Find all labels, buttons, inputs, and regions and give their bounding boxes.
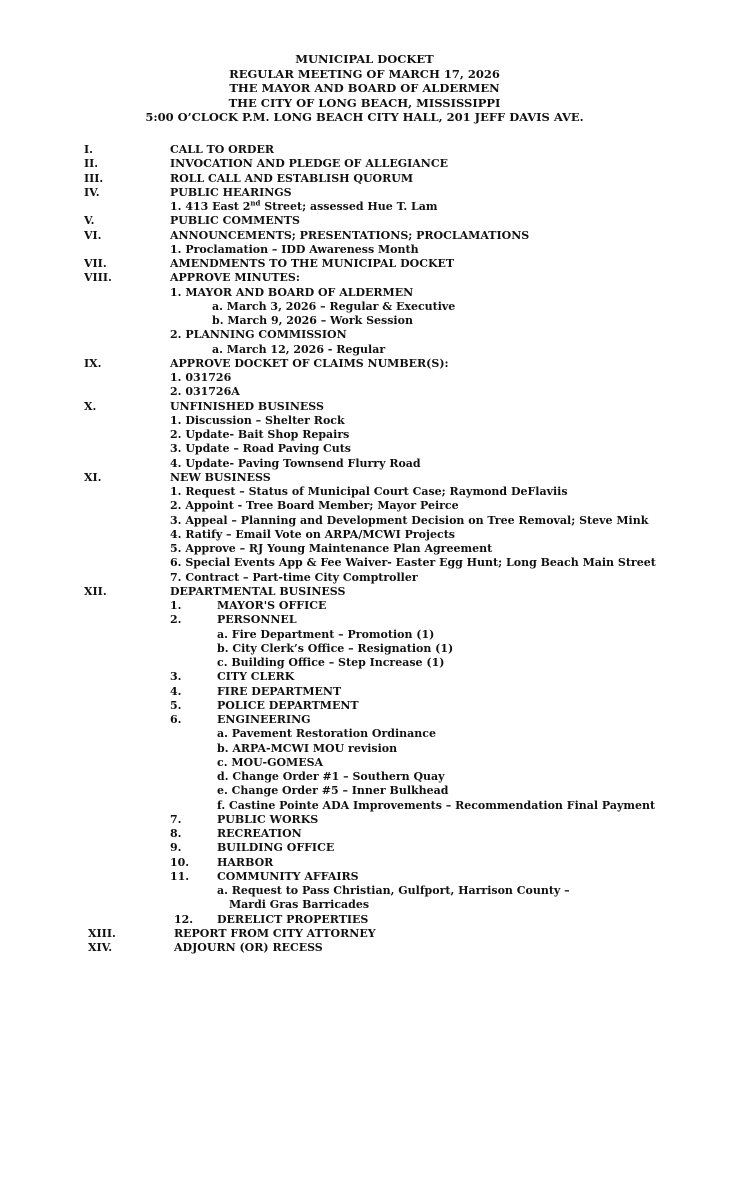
department-label: MAYOR'S OFFICE	[217, 599, 327, 612]
department-number: 7.	[170, 812, 182, 826]
sub-item	[0, 784, 729, 798]
engineering-item: e. Change Order #5 – Inner Bulkhead	[217, 784, 449, 798]
sub-item	[0, 756, 729, 770]
agenda-number: VII.	[84, 257, 107, 270]
department-item	[0, 613, 729, 627]
unfinished-item: 2. Update- Bait Shop Repairs	[170, 428, 350, 441]
meeting-date: REGULAR MEETING OF MARCH 17, 2026	[229, 66, 500, 81]
sub-item	[0, 414, 729, 428]
department-label: ENGINEERING	[217, 713, 311, 726]
department-number: 12.	[174, 912, 194, 926]
department-label: POLICE DEPARTMENT	[217, 698, 359, 712]
agenda-label: AMENDMENTS TO THE MUNICIPAL DOCKET	[170, 257, 455, 270]
new-business-item: 2. Appoint - Tree Board Member; Mayor Peirce	[170, 499, 459, 513]
agenda-item-ii	[0, 157, 729, 171]
agenda-label: ANNOUNCEMENTS; PRESENTATIONS; PROCLAMATIONS	[170, 228, 530, 242]
sub-item	[0, 371, 729, 385]
sub-item	[0, 343, 729, 357]
sub-item	[0, 200, 729, 214]
engineering-item: b. ARPA-MCWI MOU revision	[217, 741, 398, 755]
agenda-number: VI.	[84, 228, 102, 242]
agenda-item-viii	[0, 271, 729, 285]
unfinished-item: 1. Discussion – Shelter Rock	[170, 413, 345, 427]
sub-item	[0, 571, 729, 585]
agenda-number: I.	[84, 143, 93, 156]
department-number: 3.	[170, 670, 182, 684]
department-item	[0, 713, 729, 727]
department-item	[0, 813, 729, 827]
sub-item	[0, 442, 729, 456]
new-business-item: 1. Request – Status of Municipal Court Case; Raymond DeFlaviis	[170, 485, 568, 498]
sub-item	[0, 328, 729, 342]
agenda-label: PUBLIC COMMENTS	[170, 214, 300, 228]
department-label: BUILDING OFFICE	[217, 841, 335, 855]
sub-item	[0, 642, 729, 656]
agenda-number: XII.	[84, 584, 107, 598]
agenda-label: REPORT FROM CITY ATTORNEY	[174, 926, 376, 940]
personnel-item: b. City Clerk’s Office – Resignation (1)	[217, 641, 454, 655]
minutes-entry: a. March 12, 2026 - Regular	[212, 342, 386, 356]
sub-item	[0, 770, 729, 784]
department-number: 10.	[170, 855, 190, 869]
department-item	[0, 913, 729, 927]
department-item	[0, 670, 729, 684]
new-business-item: 7. Contract – Part-time City Comptroller	[170, 570, 418, 584]
agenda-item-ix	[0, 357, 729, 371]
department-item	[0, 856, 729, 870]
department-label: CITY CLERK	[217, 670, 295, 684]
agenda-label: UNFINISHED BUSINESS	[170, 399, 324, 413]
department-number: 8.	[170, 827, 182, 840]
sub-item	[0, 884, 729, 898]
sub-item	[0, 799, 729, 813]
agenda-label: NEW BUSINESS	[170, 470, 271, 484]
sub-item	[0, 457, 729, 471]
department-number: 1.	[170, 599, 182, 612]
agenda-number: XIII.	[88, 926, 116, 940]
department-label: COMMUNITY AFFAIRS	[217, 869, 359, 883]
agenda-label: APPROVE DOCKET OF CLAIMS NUMBER(S):	[170, 356, 449, 370]
agenda-item-x	[0, 400, 729, 414]
agenda-item-xiii	[0, 927, 729, 941]
agenda-number: V.	[84, 214, 95, 228]
agenda-item-i	[0, 143, 729, 157]
sub-item	[0, 528, 729, 542]
department-number: 2.	[170, 613, 182, 627]
agenda-item-xii	[0, 585, 729, 599]
personnel-item: c. Building Office – Step Increase (1)	[217, 656, 445, 669]
sub-item	[0, 742, 729, 756]
department-item	[0, 599, 729, 613]
minutes-entry: a. March 3, 2026 – Regular & Executive	[212, 299, 456, 313]
agenda-number: IV.	[84, 185, 100, 199]
sub-item	[0, 898, 729, 912]
agenda-number: VIII.	[84, 271, 112, 285]
department-number: 9.	[170, 841, 182, 855]
department-label: RECREATION	[217, 827, 302, 840]
sub-item	[0, 499, 729, 513]
engineering-item: d. Change Order #1 – Southern Quay	[217, 770, 445, 783]
agenda-item-xi	[0, 471, 729, 485]
claims-docket: 2. 031726A	[170, 385, 240, 399]
department-label: HARBOR	[217, 855, 274, 869]
sub-item	[0, 656, 729, 670]
sub-item	[0, 428, 729, 442]
agenda-label: CALL TO ORDER	[170, 143, 274, 156]
agenda-item-vii	[0, 257, 729, 271]
department-item	[0, 699, 729, 713]
new-business-item: 4. Ratify – Email Vote on ARPA/MCWI Projects	[170, 527, 455, 541]
personnel-item: a. Fire Department – Promotion (1)	[217, 627, 435, 641]
department-number: 4.	[170, 684, 182, 698]
department-item	[0, 827, 729, 841]
agenda-label: PUBLIC HEARINGS	[170, 185, 292, 199]
claims-docket: 1. 031726	[170, 371, 232, 384]
sub-item	[0, 514, 729, 528]
agenda-item-iv	[0, 186, 729, 200]
agenda-item-v	[0, 214, 729, 228]
sub-item	[0, 485, 729, 499]
agenda-number: III.	[84, 171, 104, 185]
agenda-number: XI.	[84, 470, 102, 484]
agenda-label: ROLL CALL AND ESTABLISH QUORUM	[170, 171, 414, 185]
city-name: THE CITY OF LONG BEACH, MISSISSIPPI	[228, 95, 501, 110]
agenda-item-iii	[0, 172, 729, 186]
department-item	[0, 841, 729, 855]
minutes-group: 1. MAYOR AND BOARD OF ALDERMEN	[170, 285, 414, 299]
meeting-time-location: 5:00 O’CLOCK P.M. LONG BEACH CITY HALL, 201 JEFF DAVIS AVE.	[145, 110, 584, 124]
agenda-label: APPROVE MINUTES:	[170, 271, 300, 285]
sub-item	[0, 300, 729, 314]
sub-item	[0, 556, 729, 570]
sub-item	[0, 243, 729, 257]
agenda-label: DEPARTMENTAL BUSINESS	[170, 584, 346, 598]
board-name: THE MAYOR AND BOARD OF ALDERMEN	[229, 81, 500, 95]
department-number: 5.	[170, 698, 182, 712]
sub-item	[0, 628, 729, 642]
department-item	[0, 685, 729, 699]
engineering-item: c. MOU-GOMESA	[217, 755, 324, 769]
new-business-item: 6. Special Events App & Fee Waiver- Easter Egg Hunt; Long Beach Main Street	[170, 556, 656, 570]
sub-item	[0, 314, 729, 328]
agenda-number: X.	[84, 399, 97, 413]
agenda-list	[0, 143, 729, 955]
community-affairs-item: a. Request to Pass Christian, Gulfport, Harrison County –	[217, 884, 570, 897]
minutes-entry: b. March 9, 2026 – Work Session	[212, 314, 413, 327]
docket-title: MUNICIPAL DOCKET	[295, 52, 434, 66]
agenda-number: XIV.	[88, 941, 113, 954]
department-label: DERELICT PROPERTIES	[217, 912, 369, 926]
sub-item	[0, 385, 729, 399]
department-item	[0, 870, 729, 884]
community-affairs-item-continued: Mardi Gras Barricades	[229, 898, 370, 912]
engineering-item: f. Castine Pointe ADA Improvements – Recommendation Final Payment	[217, 798, 656, 812]
sub-item	[0, 542, 729, 556]
department-label: FIRE DEPARTMENT	[217, 684, 342, 698]
public-hearing-item: 1. 413 East 2nd Street; assessed Hue T. Lam	[170, 198, 438, 213]
department-number: 11.	[170, 869, 190, 883]
agenda-label: INVOCATION AND PLEDGE OF ALLEGIANCE	[170, 157, 448, 171]
new-business-item: 3. Appeal – Planning and Development Decision on Tree Removal; Steve Mink	[170, 513, 649, 527]
engineering-item: a. Pavement Restoration Ordinance	[217, 727, 436, 741]
department-label: PUBLIC WORKS	[217, 812, 319, 826]
agenda-number: IX.	[84, 356, 102, 370]
new-business-item: 5. Approve – RJ Young Maintenance Plan Agreement	[170, 542, 493, 555]
agenda-label: ADJOURN (OR) RECESS	[174, 941, 323, 954]
department-number: 6.	[170, 713, 182, 726]
proclamation-item: 1. Proclamation – IDD Awareness Month	[170, 242, 419, 256]
unfinished-item: 3. Update – Road Paving Cuts	[170, 442, 352, 456]
agenda-number: II.	[84, 157, 99, 171]
department-label: PERSONNEL	[217, 613, 297, 627]
minutes-group: 2. PLANNING COMMISSION	[170, 328, 347, 342]
sub-item	[0, 727, 729, 741]
sub-item	[0, 286, 729, 300]
agenda-item-xiv	[0, 941, 729, 955]
unfinished-item: 4. Update- Paving Townsend Flurry Road	[170, 456, 421, 470]
docket-header	[0, 52, 729, 125]
agenda-item-vi	[0, 229, 729, 243]
